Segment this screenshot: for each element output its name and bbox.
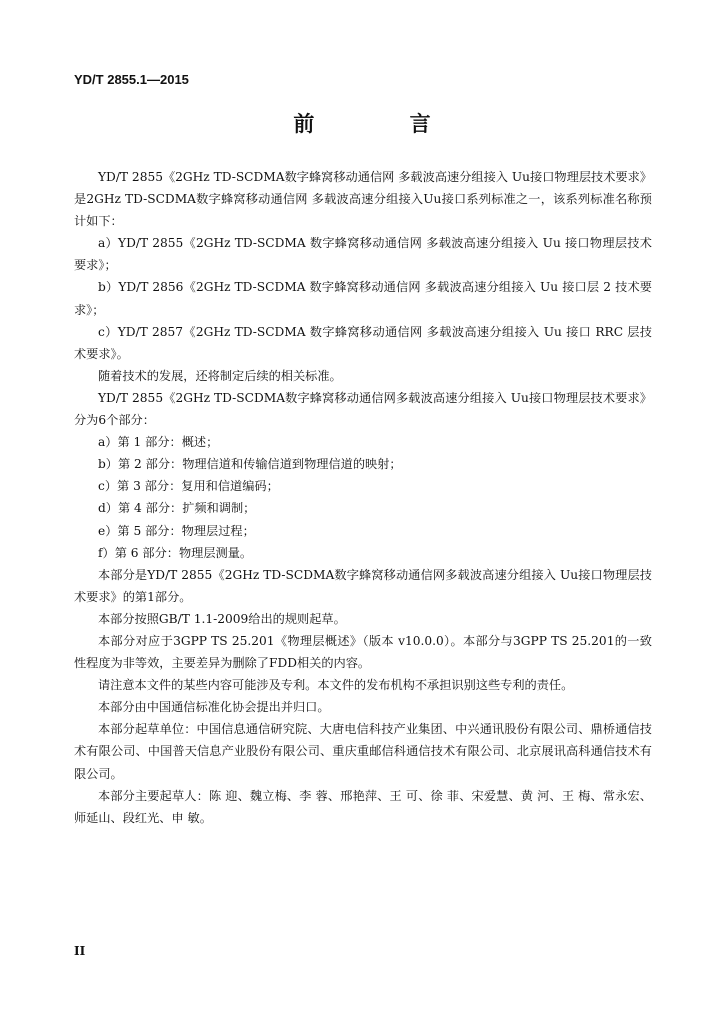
parts-intro-paragraph: YD/T 2855《2GHz TD-SCDMA数字蜂窝移动通信网多载波高速分组接入 Uu接口物理层技术要求》分为6个部分： [74, 390, 652, 428]
page-number: II [74, 944, 86, 958]
proposer-paragraph: 本部分由中国通信标准化协会提出并归口。 [98, 700, 330, 715]
page-title: 前 言 [293, 111, 475, 136]
foreword-body [74, 166, 652, 829]
standard-code: YD/T 2855.1—2015 [74, 72, 189, 87]
series-item-b: b）YD/T 2856《2GHz TD-SCDMA 数字蜂窝移动通信网 多载波高速分组接入 Uu 接口层 2 技术要求》； [74, 280, 652, 317]
part-item-5: e）第 5 部分：物理层过程； [98, 523, 255, 538]
drafting-units-paragraph: 本部分起草单位：中国信息通信研究院、大唐电信科技产业集团、中兴通讯股份有限公司、鼎桥通信技术有限公司、中国普天信息产业股份有限公司、重庆重邮信科通信技术有限公司、北京展讯高科通信技术有限公司。 [74, 722, 652, 781]
correspondence-paragraph: 本部分对应于3GPP TS 25.201《物理层概述》（版本 v10.0.0）。本部分与3GPP TS 25.201的一致性程度为非等效，主要差异为删除了FDD相关的内容。 [74, 633, 652, 671]
drafters-paragraph: 本部分主要起草人：陈 迎、魏立梅、李 蓉、邢艳萍、王 可、徐 菲、宋爱慧、黄 河、王 梅、常永宏、师延山、段红光、申 敏。 [74, 788, 652, 825]
part-item-1: a）第 1 部分：概述； [98, 435, 219, 450]
drafting-rules-paragraph: 本部分按照GB/T 1.1-2009给出的规则起草。 [98, 611, 346, 626]
part-item-6: f）第 6 部分：物理层测量。 [98, 545, 253, 560]
intro-paragraph: YD/T 2855《2GHz TD-SCDMA数字蜂窝移动通信网 多载波高速分组接入 Uu接口物理层技术要求》是2GHz TD-SCDMA数字蜂窝移动通信网 多载波高速分组接入Uu接口系列标准之一，该系列标准名称预计如下： [74, 170, 652, 229]
patent-notice-paragraph: 请注意本文件的某些内容可能涉及专利。本文件的发布机构不承担识别这些专利的责任。 [98, 678, 574, 693]
series-item-c: c）YD/T 2857《2GHz TD-SCDMA 数字蜂窝移动通信网 多载波高速分组接入 Uu 接口 RRC 层技术要求》。 [74, 324, 652, 361]
part-item-2: b）第 2 部分：物理信道和传输信道到物理信道的映射； [98, 457, 402, 472]
series-item-a: a）YD/T 2855《2GHz TD-SCDMA 数字蜂窝移动通信网 多载波高速分组接入 Uu 接口物理层技术要求》； [74, 236, 652, 273]
part-item-3: c）第 3 部分：复用和信道编码； [98, 479, 279, 494]
future-paragraph: 随着技术的发展，还将制定后续的相关标准。 [98, 368, 342, 383]
part-item-4: d）第 4 部分：扩频和调制； [98, 501, 256, 516]
part-statement-paragraph: 本部分是YD/T 2855《2GHz TD-SCDMA数字蜂窝移动通信网多载波高速分组接入 Uu接口物理层技术要求》的第1部分。 [74, 567, 652, 604]
